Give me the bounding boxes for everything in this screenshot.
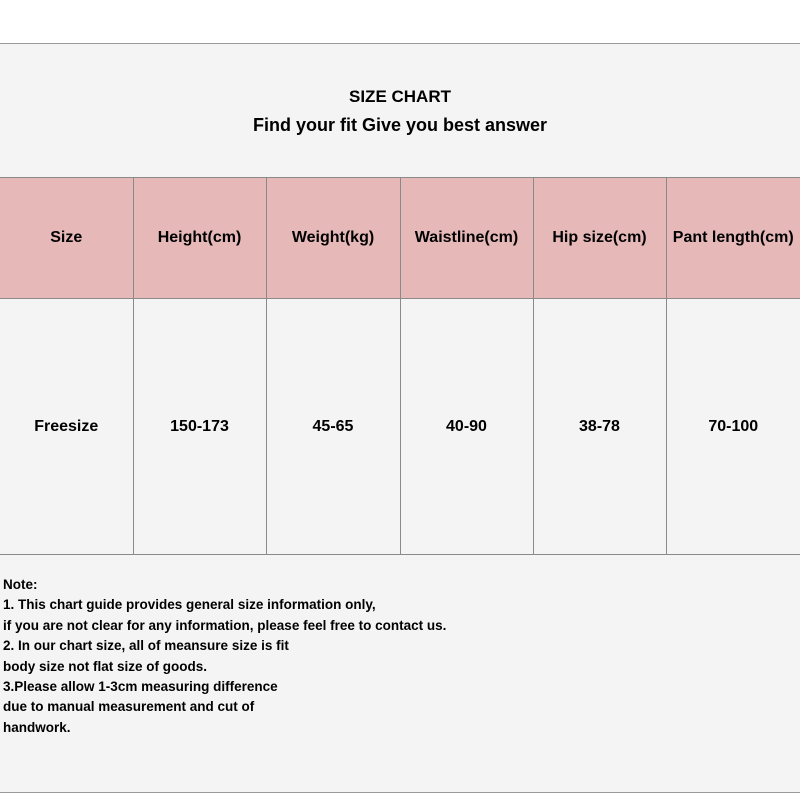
note-line: handwork. [3, 719, 71, 735]
cell-size: Freesize [0, 299, 133, 555]
header-cell-waistline: Waistline(cm) [400, 178, 533, 299]
notes-block [3, 575, 446, 738]
cell-pant-length: 70-100 [666, 299, 800, 555]
table-row [0, 299, 800, 555]
note-line: if you are not clear for any information, please feel free to contact us. [3, 617, 447, 633]
cell-weight: 45-65 [266, 299, 400, 555]
note-line: 3.Please allow 1-3cm measuring difference [3, 679, 278, 695]
chart-subtitle: Find your fit Give you best answer [252, 114, 548, 135]
cell-height: 150-173 [133, 299, 266, 555]
cell-hip-size: 38-78 [533, 299, 666, 555]
note-line: 1. This chart guide provides general size information only, [3, 597, 376, 613]
note-line: due to manual measurement and cut of [3, 699, 255, 715]
header-cell-hip-size: Hip size(cm) [533, 178, 666, 299]
note-line: body size not flat size of goods. [3, 658, 208, 674]
size-table [0, 177, 800, 555]
title-block [0, 44, 800, 177]
size-chart-sheet [0, 43, 800, 793]
header-cell-size: Size [0, 178, 133, 299]
note-heading: Note: [3, 577, 38, 592]
header-cell-pant-length: Pant length(cm) [666, 178, 800, 299]
note-line: 2. In our chart size, all of meansure size is fit [3, 638, 289, 654]
cell-waistline: 40-90 [400, 299, 533, 555]
header-cell-height: Height(cm) [133, 178, 266, 299]
table-header-row [0, 178, 800, 299]
header-cell-weight: Weight(kg) [266, 178, 400, 299]
chart-title: SIZE CHART [349, 86, 451, 106]
